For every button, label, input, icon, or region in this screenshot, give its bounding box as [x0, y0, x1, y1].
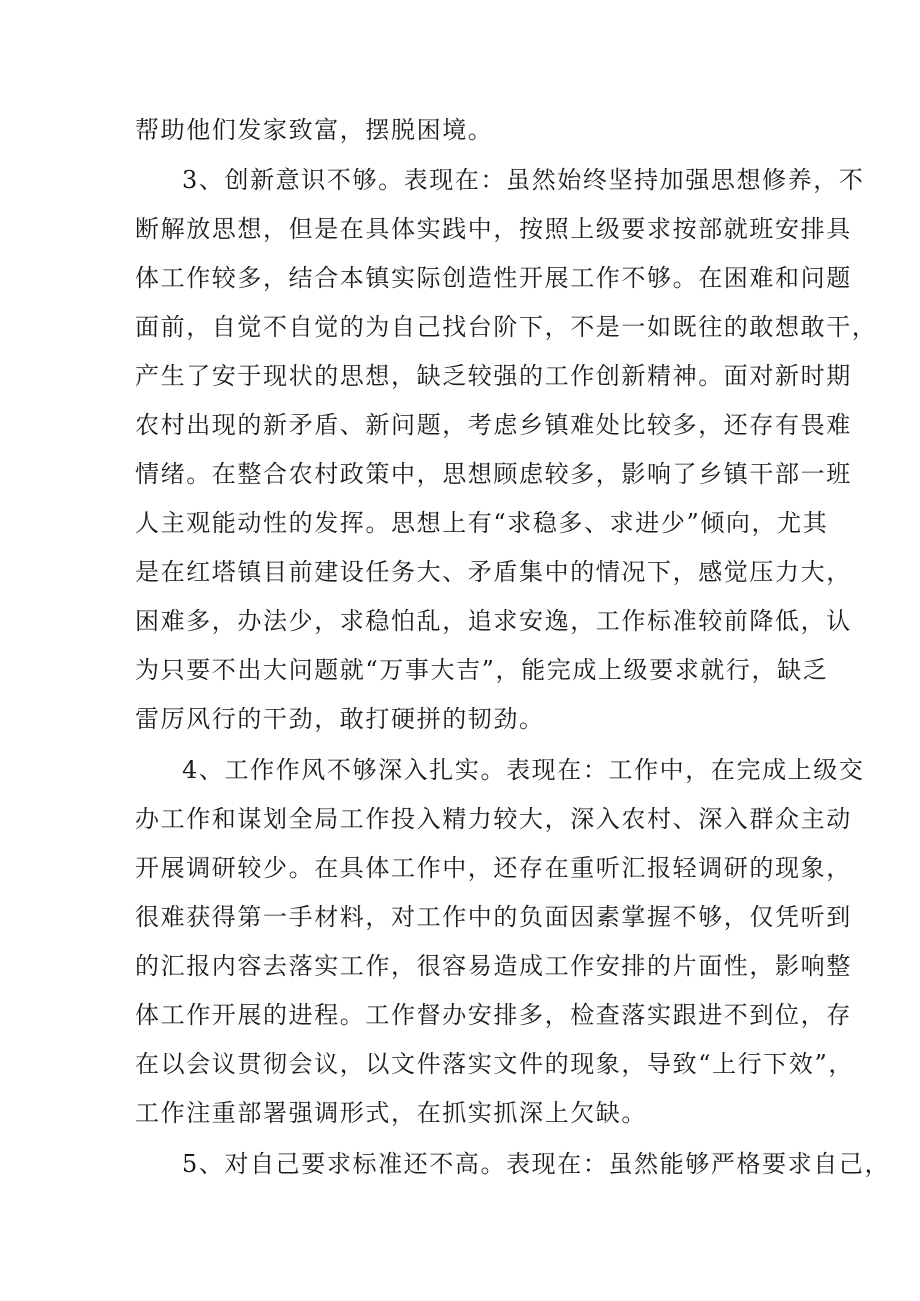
text-line-8: 情绪。在整合农村政策中，思想顾虑较多，影响了乡镇干部一班: [135, 460, 852, 488]
text-line-13: 雷厉风行的干劲，敢打硬拼的韧劲。: [135, 705, 545, 733]
text-line-10: 是在红塔镇目前建设任务大、矛盾集中的情况下，感觉压力大，: [135, 558, 852, 586]
text-line-22: 5、对自己要求标准还不高。表现在：虽然能够严格要求自己，: [182, 1150, 891, 1178]
text-line-9: 人主观能动性的发挥。思想上有“求稳多、求进少”倾向，尤其: [135, 509, 829, 537]
text-line-21: 工作注重部署强调形式，在抓实抓深上欠缺。: [135, 1099, 647, 1127]
text-line-6: 产生了安于现状的思想，缺乏较强的工作创新精神。面对新时期: [135, 362, 852, 390]
text-line-11: 困难多，办法少，求稳怕乱，追求安逸，工作标准较前降低，认: [135, 607, 852, 635]
text-line-5: 面前，自觉不自觉的为自己找台阶下，不是一如既往的敢想敢干，: [135, 313, 878, 341]
text-line-7: 农村出现的新矛盾、新问题，考虑乡镇难处比较多，还存有畏难: [135, 411, 852, 439]
text-line-2: 3、创新意识不够。表现在：虽然始终坚持加强思想修养，不: [182, 166, 865, 194]
text-line-1: 帮助他们发家致富，摆脱困境。: [135, 116, 494, 144]
text-line-20: 在以会议贯彻会议，以文件落实文件的现象，导致“上行下效”，: [135, 1050, 854, 1078]
text-line-14: 4、工作作风不够深入扎实。表现在：工作中，在完成上级交: [182, 756, 865, 784]
text-line-16: 开展调研较少。在具体工作中，还存在重听汇报轻调研的现象，: [135, 854, 852, 882]
text-line-19: 体工作开展的进程。工作督办安排多，检查落实跟进不到位，存: [135, 1001, 852, 1029]
text-line-12: 为只要不出大问题就“万事大吉”，能完成上级要求就行，缺乏: [135, 656, 829, 684]
text-line-15: 办工作和谋划全局工作投入精力较大，深入农村、深入群众主动: [135, 805, 852, 833]
text-line-18: 的汇报内容去落实工作，很容易造成工作安排的片面性，影响整: [135, 952, 852, 980]
text-line-3: 断解放思想，但是在具体实践中，按照上级要求按部就班安排具: [135, 215, 852, 243]
text-line-4: 体工作较多，结合本镇实际创造性开展工作不够。在困难和问题: [135, 264, 852, 292]
text-line-17: 很难获得第一手材料，对工作中的负面因素掌握不够，仅凭听到: [135, 903, 852, 931]
